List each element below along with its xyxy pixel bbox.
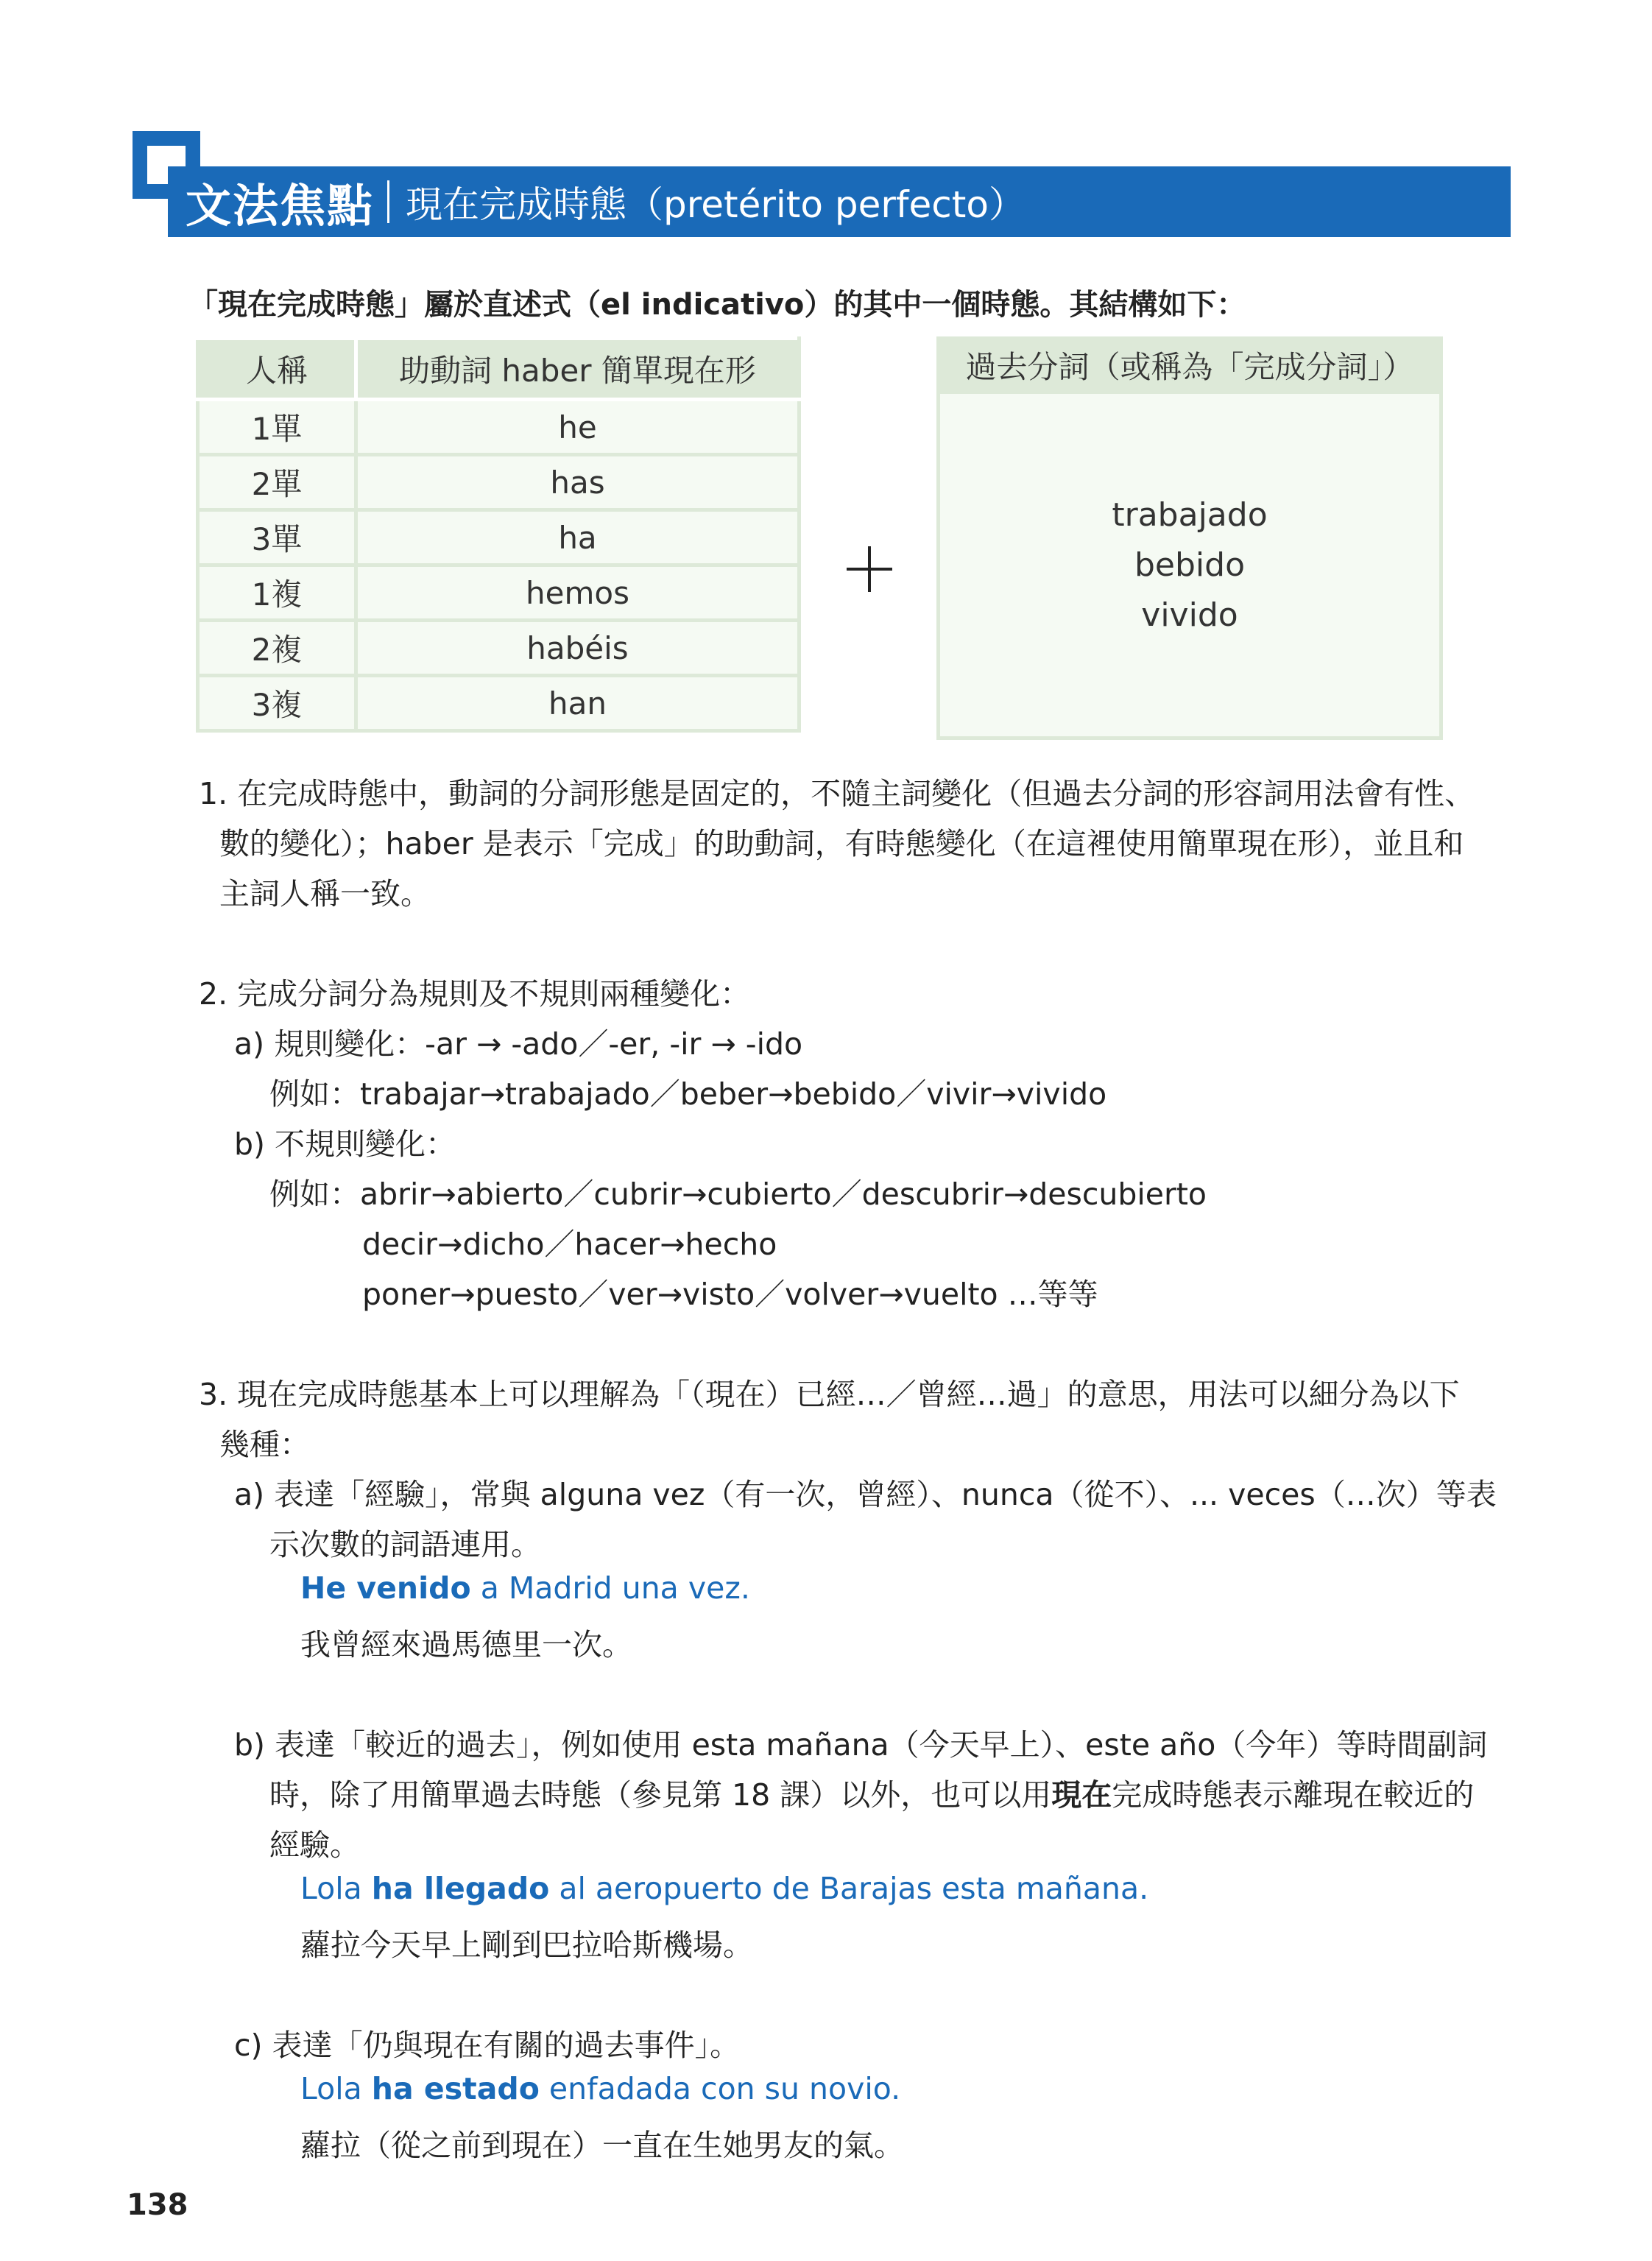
table-cell-form: han [356, 676, 799, 731]
table-row [198, 676, 799, 731]
example-c-verb: ha estado [371, 2071, 540, 2106]
participle-item: trabajado [1112, 495, 1268, 534]
table-row [198, 510, 799, 565]
header-divider [387, 180, 389, 223]
example-b-pre: Lola [300, 1871, 372, 1906]
table-cell-form: has [356, 455, 799, 510]
table-row [198, 565, 799, 621]
table-cell-form: he [356, 400, 799, 455]
example-a [300, 1570, 750, 1606]
plus-icon [847, 546, 892, 592]
table-cell-person: 3複 [198, 676, 356, 731]
example-b-verb: ha llegado [371, 1871, 550, 1906]
table-cell-person: 1複 [198, 565, 356, 621]
point2-irregular-example2: decir→dicho／hacer→hecho [362, 1227, 777, 1262]
table-cell-form: hemos [356, 565, 799, 621]
example-b [300, 1871, 1148, 1906]
haber-conjugation-table [196, 336, 801, 733]
point2-irregular: b) 不規則變化： [234, 1126, 456, 1162]
point3b-line3: 經驗。 [269, 1827, 360, 1863]
example-a-translation: 我曾經來過馬德里一次。 [300, 1627, 632, 1662]
table-header-person: 人稱 [198, 339, 356, 400]
point1-line1: 1. 在完成時態中，動詞的分詞形態是固定的，不隨主詞變化（但過去分詞的形容詞用法會有性、 [199, 776, 1475, 811]
table-row [198, 621, 799, 676]
point2-regular: a) 規則變化：-ar → -ado／-er, -ir → -ido [234, 1026, 803, 1062]
example-c-pre: Lola [300, 2071, 372, 2106]
example-b-translation: 蘿拉今天早上剛到巴拉哈斯機場。 [300, 1927, 753, 1963]
point1-line3: 主詞人稱一致。 [219, 876, 431, 911]
participle-item: bebido [1134, 546, 1245, 584]
point3-line2: 幾種： [219, 1427, 310, 1462]
point3-line1: 3. 現在完成時態基本上可以理解為「（現在）已經…／曾經…過」的意思，用法可以細分為以下 [199, 1377, 1460, 1412]
section-header [168, 166, 1511, 237]
table-cell-person: 1單 [198, 400, 356, 455]
table-cell-form: habéis [356, 621, 799, 676]
example-a-rest: a Madrid una vez. [470, 1570, 750, 1606]
point2-line1: 2. 完成分詞分為規則及不規則兩種變化： [199, 976, 751, 1012]
point2-regular-example: 例如：trabajar→trabajado／beber→bebido／vivir→vivido [269, 1076, 1107, 1112]
point2-irregular-example3: poner→puesto／ver→visto／volver→vuelto …等等 [362, 1277, 1098, 1312]
point2-irregular-example1: 例如：abrir→abierto／cubrir→cubierto／descubrir→descubierto [269, 1177, 1207, 1212]
point3b-line2-bold: 現在 [1051, 1777, 1112, 1813]
point1-line2: 數的變化）；haber 是表示「完成」的助動詞，有時態變化（在這裡使用簡單現在形），並且和 [219, 826, 1464, 861]
table-row [198, 400, 799, 455]
participle-header: 過去分詞（或稱為「完成分詞」） [936, 336, 1443, 394]
table-cell-person: 2單 [198, 455, 356, 510]
point3b-line2 [269, 1771, 1474, 1814]
table-row [198, 455, 799, 510]
table-header-auxiliary: 助動詞 haber 簡單現在形 [356, 339, 799, 400]
section-title: 文法焦點 [186, 178, 375, 233]
participle-item: vivido [1141, 596, 1238, 634]
example-c [300, 2071, 900, 2106]
section-subtitle: 現在完成時態（pretérito perfecto） [406, 183, 1026, 226]
example-c-translation: 蘿拉（從之前到現在）一直在生她男友的氣。 [300, 2128, 904, 2163]
point3b-line1: b) 表達「較近的過去」，例如使用 esta mañana（今天早上）、este año（今年）等時間副詞 [234, 1727, 1488, 1763]
table-header-row [198, 339, 799, 400]
point3a-line2: 示次數的詞語連用。 [269, 1527, 541, 1562]
intro-text: 「現在完成時態」屬於直述式（el indicativo）的其中一個時態。其結構如下： [188, 288, 1246, 322]
point3c-line1: c) 表達「仍與現在有關的過去事件」。 [234, 2028, 741, 2063]
point3b-line2-post: 完成時態表示離現在較近的 [1112, 1777, 1475, 1813]
example-c-rest: enfadada con su novio. [539, 2071, 901, 2106]
table-cell-person: 2複 [198, 621, 356, 676]
participle-box [936, 336, 1443, 740]
page-number: 138 [127, 2188, 188, 2222]
point3b-line2-pre: 時，除了用簡單過去時態（參見第 18 課）以外，也可以用 [269, 1777, 1052, 1813]
point3a-line1: a) 表達「經驗」，常與 alguna vez（有一次，曾經）、nunca（從不）、... veces（…次）等表 [234, 1477, 1497, 1512]
table-cell-person: 3單 [198, 510, 356, 565]
example-b-rest: al aeropuerto de Barajas esta mañana. [549, 1871, 1149, 1906]
participle-list [936, 394, 1443, 740]
example-a-verb: He venido [300, 1570, 471, 1606]
table-cell-form: ha [356, 510, 799, 565]
